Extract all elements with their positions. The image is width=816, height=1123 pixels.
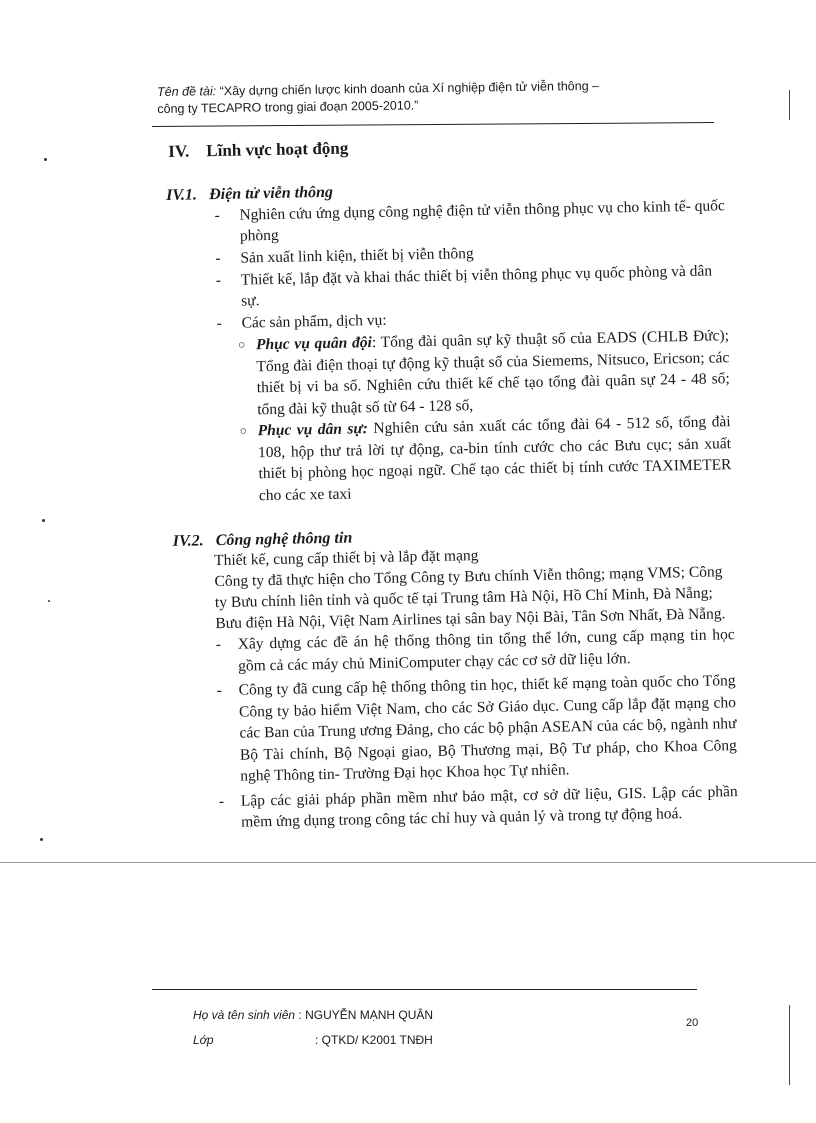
circle-bullet-icon: ○ [237, 337, 246, 352]
list-item: - Sản xuất linh kiện, thiết bị viễn thông [215, 245, 474, 268]
scan-edge-mark [789, 90, 790, 120]
header-title-line1: “Xây dựng chiến lược kinh doanh của Xí nghiệp điện tử viễn thông – [219, 78, 600, 99]
scan-speck [44, 158, 47, 161]
footer-student-label: Họ và tên sinh viên [193, 1008, 296, 1022]
dash-bullet-icon: - [214, 206, 220, 225]
subsection-1-title: Điện tử viễn thông [208, 183, 334, 204]
sub2-list [175, 624, 739, 834]
circle-bullet-icon: ○ [239, 423, 248, 438]
products-list [169, 325, 732, 508]
page-header [157, 76, 717, 118]
footer-student-name: : NGUYỄN MẠNH QUÂN [298, 1008, 434, 1022]
scan-artifact-line [0, 862, 816, 863]
footer-class-value: : QTKD/ K2001 TNĐH [315, 1033, 433, 1047]
sub2-intro-1: Thiết kế, cung cấp thiết bị và lắp đặt mạng [213, 547, 479, 570]
scan-edge-mark [789, 1005, 790, 1085]
subsection-2-title: Công nghệ thông tin [215, 529, 353, 550]
document-body [165, 125, 738, 837]
product-text: : Tổng đài quân sự kỹ thuật số của EADS (CHLB Đức); Tổng đài điện thoại tự động kỹ thuật số của Siemems, Nitsuco, Ericson; các thiết bị vi ba số. Nghiên cứu thiết kế chế tạo tổng đài quân sự 24 - 48 số; tổng đài kỹ thuật số từ 64 - 128 số, [256, 327, 730, 418]
list-item [170, 411, 732, 508]
product-label: Phục vụ quân đội [255, 334, 373, 354]
header-title-line2: công ty TECAPRO trong giai đoạn 2005-2010.” [157, 98, 419, 116]
subsection-1-number: IV.1. [165, 186, 198, 204]
page-footer [193, 1003, 713, 1053]
dash-bullet-icon: - [218, 792, 225, 810]
page-number: 20 [686, 1017, 699, 1029]
list-item: - Nghiên cứu ứng dụng công nghệ điện tử viễn thông phục vụ cho kinh tế- quốc phòng [214, 197, 725, 245]
section-title: Lĩnh vực hoạt động [206, 138, 349, 161]
dash-bullet-icon: - [215, 636, 222, 654]
dash-bullet-icon: - [216, 314, 222, 333]
header-label: Tên đề tài: [157, 84, 217, 99]
footer-rule [152, 989, 697, 990]
list-item: - Các sản phẩm, dịch vụ: [216, 311, 387, 333]
dash-bullet-icon: - [215, 249, 221, 268]
list-item: - Thiết kế, lắp đặt và khai thác thiết bị viễn thông phục vụ quốc phòng và dân sự. [215, 262, 713, 310]
dash-bullet-icon: - [216, 682, 222, 700]
footer-class-label: Lớp [193, 1033, 214, 1047]
product-text: Nghiên cứu sản xuất các tổng đài 64 - 512 số, tổng đài 108, hộp thư trả lời tự động, ca-bin tính cước cho các Bưu cục; sản xuất thiết bị phòng học ngoại ngữ. Chế tạo các thiết bị tính cước TAXIMETER cho các xe taxi [257, 413, 732, 504]
scan-speck [48, 600, 50, 602]
subsection-2-number: IV.2. [172, 532, 204, 550]
section-heading [168, 131, 725, 162]
section-number: IV. [168, 141, 190, 161]
list-item: - Xây dựng các đề án hệ thống thông tin tổng thể lớn, cung cấp mạng tin học gồm cả các máy chủ MiniComputer chạy các cơ sở dữ liệu lớn. [215, 626, 735, 675]
scan-speck [40, 838, 43, 841]
list-item [169, 325, 731, 422]
sub1-list [166, 195, 728, 335]
scan-speck [42, 519, 45, 522]
product-label: Phục vụ dân sự: [257, 420, 369, 440]
list-item: - Lập các giải pháp phần mềm như bảo mật, cơ sở dữ liệu, GIS. Lập các phần mềm ứng dụng trong công tác chỉ huy và quản lý và trong tự động hoá. [218, 782, 738, 831]
dash-bullet-icon: - [215, 271, 222, 290]
sub2-intro-2: Công ty đã thực hiện cho Tổng Công ty Bưu chính Viễn thông; mạng VMS; Công ty Bưu chính liên tỉnh và quốc tế tại Trung tâm Hà Nội, Hồ Chí Minh, Đà Nẵng; Bưu điện Hà Nội, Việt Nam Airlines tại sân bay Nội Bài, Tân Sơn Nhất, Đà Nẵng. [214, 563, 726, 633]
list-item: - Công ty đã cung cấp hệ thống thông tin học, thiết kế mạng toàn quốc cho Tổng Công ty bảo hiểm Việt Nam, cho các Sở Giáo dục. Cung cấp lắp đặt mạng cho các Ban của Trung ương Đảng, cho các bộ phận ASEAN của các bộ, ngành như Bộ Tài chính, Bộ Ngoại giao, Bộ Thương mại, Bộ Tư pháp, cho Khoa Công nghệ Thông tin- Trường Đại học Khoa học Tự nhiên. [216, 672, 737, 785]
